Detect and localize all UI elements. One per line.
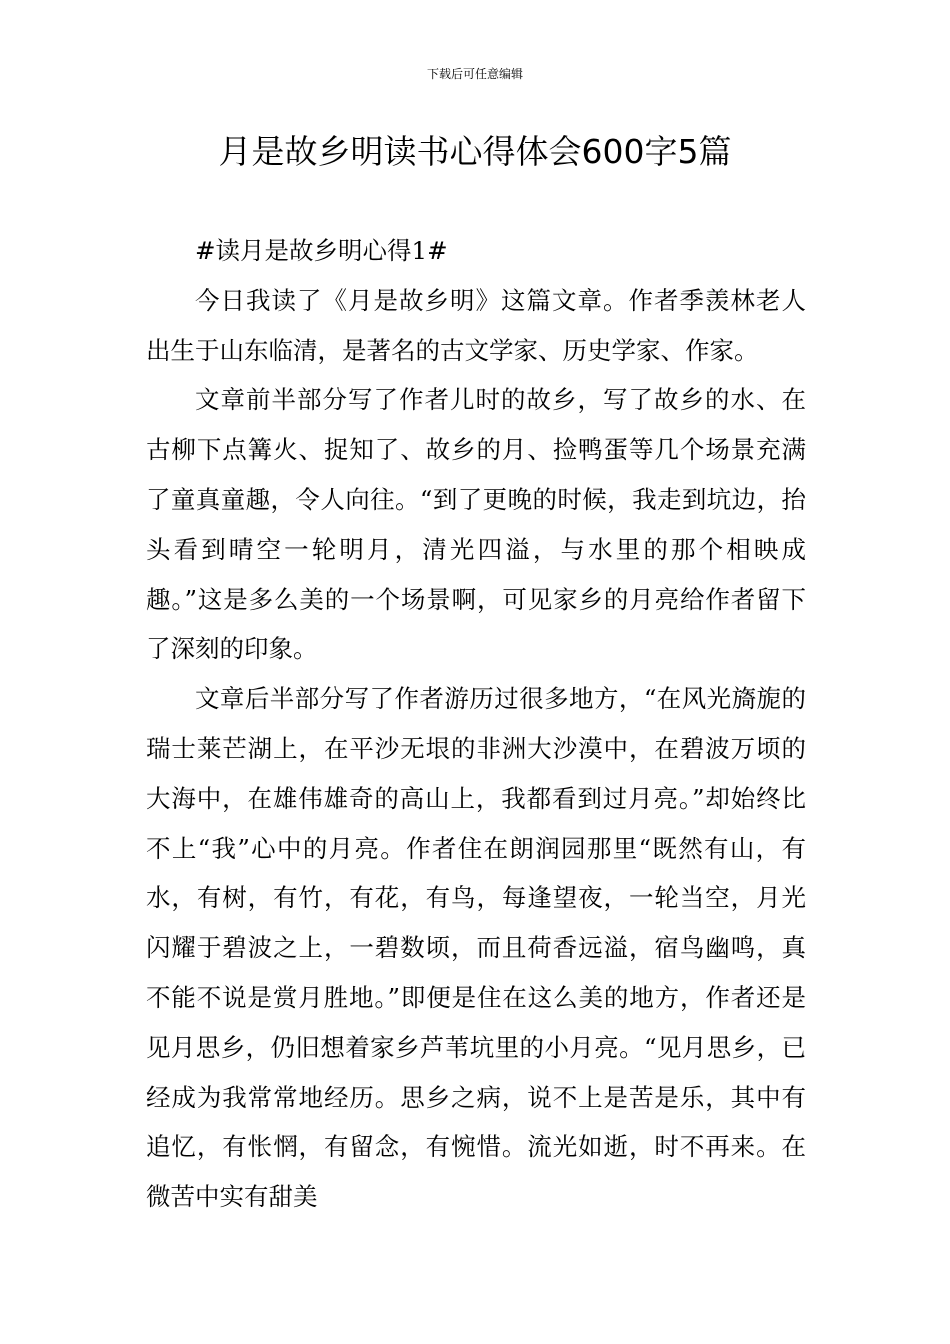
header-note: 下载后可任意编辑 bbox=[426, 67, 523, 81]
document-body bbox=[146, 226, 806, 1222]
paragraph: 今日我读了《月是故乡明》这篇文章。作者季羡林老人出生于山东临清，是著名的古文学家、历史学家、作家。 bbox=[146, 285, 806, 365]
section-heading: #读月是故乡明心得1# bbox=[195, 236, 448, 265]
paragraph: 文章前半部分写了作者儿时的故乡，写了故乡的水、在古柳下点篝火、捉知了、故乡的月、捡鸭蛋等几个场景充满了童真童趣，令人向往。“到了更晚的时候，我走到坑边，抬头看到晴空一轮明月，清光四溢，与水里的那个相映成趣。”这是多么美的一个场景啊，可见家乡的月亮给作者留下了深刻的印象。 bbox=[146, 385, 806, 664]
document-title: 月是故乡明读书心得体会600字5篇 bbox=[218, 132, 732, 171]
paragraph: 文章后半部分写了作者游历过很多地方，“在风光旖旎的瑞士莱芒湖上，在平沙无垠的非洲大沙漠中，在碧波万顷的大海中，在雄伟雄奇的高山上，我都看到过月亮。”却始终比不上“我”心中的月亮。作者住在朗润园那里“既然有山，有水，有树，有竹，有花，有鸟，每逢望夜，一轮当空，月光闪耀于碧波之上，一碧数顷，而且荷香远溢，宿鸟幽鸣，真不能不说是赏月胜地。”即便是住在这么美的地方，作者还是见月思乡，仍旧想着家乡芦苇坑里的小月亮。“见月思乡，已经成为我常常地经历。思乡之病，说不上是苦是乐，其中有追忆，有怅惘，有留念，有惋惜。流光如逝，时不再来。在微苦中实有甜美 bbox=[146, 684, 806, 1212]
